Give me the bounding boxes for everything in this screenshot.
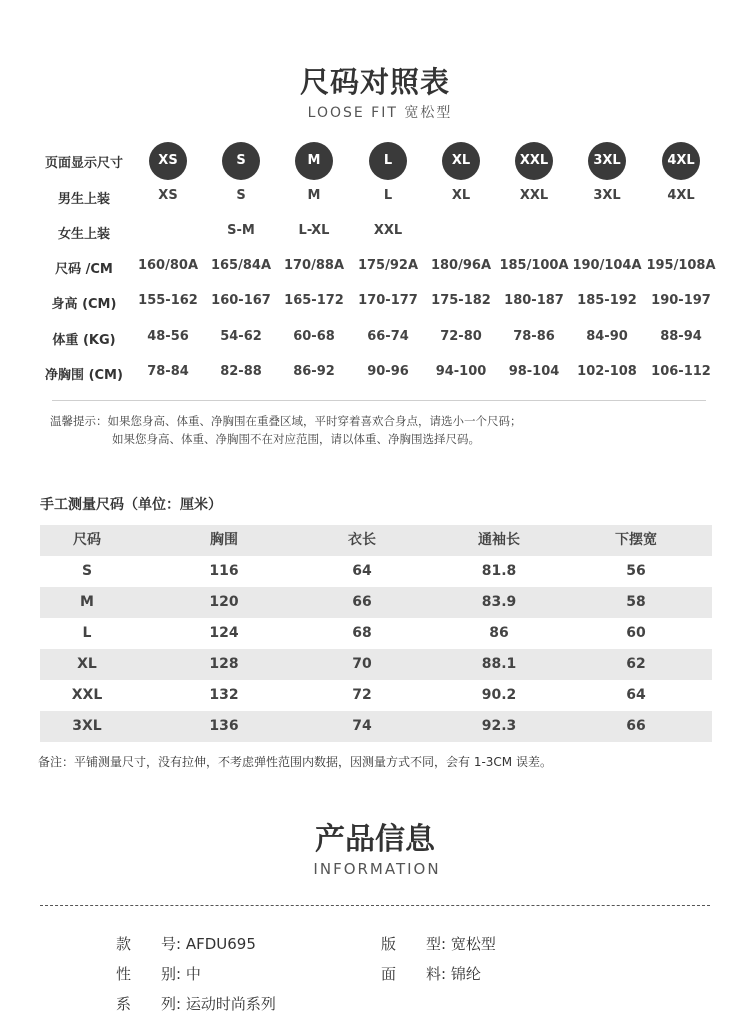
weight-cell: 78-86 [513,329,555,344]
weight-cell: 66-74 [367,329,409,344]
table-cell: 83.9 [481,594,517,610]
size-cm-cell: 185/100A [499,258,569,273]
table-cell: 88.1 [481,656,517,672]
men-size-cell: L [383,188,393,203]
size-cm-cell: 180/96A [430,258,492,273]
table-cell: 116 [209,563,239,579]
table-cell: 胸围 [210,532,238,548]
table-cell: 56 [626,563,646,579]
height-cell: 185-192 [577,293,637,308]
height-cell: 170-177 [358,293,418,308]
table-cell: 128 [209,656,239,672]
table-cell: 124 [209,625,239,641]
table-cell: 下摆宽 [615,532,657,548]
info-style-no: 款 号: AFDU695 [116,935,256,953]
chest-cell: 90-96 [367,364,409,379]
size-badge: XS [149,142,187,180]
table-cell: 132 [209,687,239,703]
table-cell: 衣长 [348,532,376,548]
table-cell: 136 [209,718,239,734]
table-cell: 通袖长 [478,532,520,548]
height-cell: 190-197 [651,293,711,308]
weight-cell: 88-94 [660,329,702,344]
weight-cell: 48-56 [147,329,189,344]
size-cm-cell: 175/92A [357,258,419,273]
women-size-cell: L-XL [298,223,330,238]
size-cm-cell: 170/88A [283,258,345,273]
table-cell: 70 [352,656,372,672]
men-size-cell: S [236,188,246,203]
measure-note: 备注：平铺测量尺寸，没有拉伸，不考虑弹性范围内数据，因测量方式不同，会有 1-3CM 误差。 [38,755,552,769]
product-subtitle: INFORMATION [313,860,441,878]
table-row [40,649,712,680]
men-size-cell: M [307,188,321,203]
size-badge: L [369,142,407,180]
table-cell: 90.2 [481,687,517,703]
table-cell: 66 [352,594,372,610]
tip-line-2: 如果您身高、体重、净胸围不在对应范围，请以体重、净胸围选择尺码。 [112,432,480,446]
table-row [40,556,712,587]
height-cell: 155-162 [138,293,198,308]
table-row [40,711,712,742]
men-size-cell: XS [158,188,178,203]
height-cell: 175-182 [431,293,491,308]
chest-cell: 94-100 [435,364,487,379]
row-label-weight: 体重 (KG) [52,333,116,348]
table-cell: 66 [626,718,646,734]
size-badge: XXL [515,142,553,180]
table-cell: 64 [626,687,646,703]
row-label-display-size: 页面显示尺寸 [44,156,123,171]
chest-cell: 102-108 [577,364,637,379]
weight-cell: 60-68 [293,329,335,344]
chest-cell: 82-88 [220,364,262,379]
row-label-women-size: 女生上装 [57,227,110,242]
size-cm-cell: 165/84A [210,258,272,273]
table-cell: 92.3 [481,718,517,734]
table-cell: 尺码 [73,532,101,548]
height-cell: 180-187 [504,293,564,308]
size-cm-cell: 195/108A [646,258,716,273]
chest-cell: 78-84 [147,364,189,379]
table-header [40,525,712,556]
table-cell: L [82,625,92,641]
row-label-height: 身高 (CM) [51,297,117,312]
weight-cell: 54-62 [220,329,262,344]
women-size-cell: XXL [373,223,403,238]
height-cell: 160-167 [211,293,271,308]
men-size-cell: 3XL [593,188,621,203]
men-size-cell: 4XL [667,188,695,203]
product-title: 产品信息 [315,822,435,857]
size-chart-title: 尺码对照表 [299,65,450,99]
info-series: 系 列: 运动时尚系列 [116,995,276,1013]
size-badge: 3XL [588,142,626,180]
women-size-cell: S-M [227,223,255,238]
measure-table [40,525,712,742]
weight-cell: 84-90 [586,329,628,344]
dashed-divider [40,905,710,906]
row-label-chest: 净胸围 (CM) [45,368,123,383]
table-cell: 3XL [72,718,102,734]
measure-title: 手工测量尺码（单位：厘米） [40,497,222,513]
size-badge: S [222,142,260,180]
table-row [40,618,712,649]
table-cell: 72 [352,687,372,703]
height-cell: 165-172 [284,293,344,308]
table-cell: 74 [352,718,372,734]
size-cm-cell: 190/104A [572,258,642,273]
divider [52,400,706,401]
size-badge: M [295,142,333,180]
table-cell: XL [77,656,97,672]
chest-cell: 98-104 [508,364,560,379]
table-cell: XXL [71,687,103,703]
table-row [40,587,712,618]
table-cell: 120 [209,594,239,610]
chest-cell: 86-92 [293,364,335,379]
table-cell: M [80,594,94,610]
table-row [40,680,712,711]
men-size-cell: XXL [519,188,549,203]
table-cell: 60 [626,625,646,641]
info-fabric: 面 料: 锦纶 [381,965,481,983]
size-badge: 4XL [662,142,700,180]
table-cell: 81.8 [481,563,517,579]
chest-cell: 106-112 [651,364,711,379]
size-cm-cell: 160/80A [137,258,199,273]
info-fit: 版 型: 宽松型 [381,935,496,953]
tip-line-1: 温馨提示：如果您身高、体重、净胸围在重叠区域，平时穿着喜欢合身点，请选小一个尺码； [50,414,522,428]
men-size-cell: XL [451,188,471,203]
table-cell: 58 [626,594,646,610]
weight-cell: 72-80 [440,329,482,344]
table-cell: 62 [626,656,646,672]
size-chart-subtitle: LOOSE FIT 宽松型 [307,105,453,121]
table-cell: 86 [489,625,509,641]
table-cell: 68 [352,625,372,641]
table-cell: S [81,563,93,579]
size-badge: XL [442,142,480,180]
row-label-size-cm: 尺码 /CM [55,262,113,277]
row-label-men-size: 男生上装 [57,192,110,207]
table-cell: 64 [352,563,372,579]
info-gender: 性 别: 中 [116,965,201,983]
